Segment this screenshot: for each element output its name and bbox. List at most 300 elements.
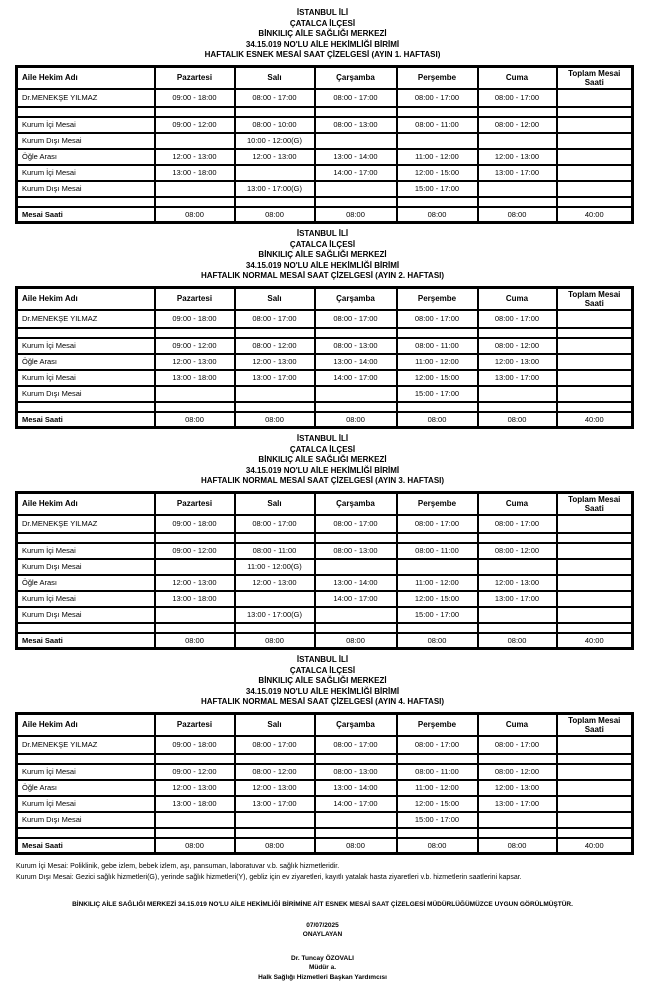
total-cell [557, 543, 633, 559]
total-cell [557, 736, 633, 754]
approval-date: 07/07/2025 [306, 921, 339, 929]
footnote-kurum-ici: Kurum İçi Mesai: Poliklinik, gebe izlem, bebek izlem, aşı, pansuman, laboratuvar v.b. sağlık hizmetleridir. [16, 862, 340, 870]
col-header-monday: Pazartesi [155, 287, 235, 310]
time-cell: 08:00 [235, 838, 315, 854]
time-cell: 08:00 - 17:00 [315, 310, 397, 328]
time-cell: 14:00 - 17:00 [315, 796, 397, 812]
schedule-row [17, 89, 633, 107]
total-cell [557, 133, 633, 149]
time-cell: 13:00 - 17:00 [478, 591, 557, 607]
row-label-cell: Kurum İçi Mesai [17, 764, 155, 780]
time-cell [478, 402, 557, 412]
time-cell: 12:00 - 13:00 [235, 780, 315, 796]
time-cell [155, 181, 235, 197]
time-cell: 12:00 - 13:00 [478, 354, 557, 370]
title-center: BİNKILIÇ AİLE SAĞLIĞI MERKEZİ [258, 455, 387, 465]
time-cell: 10:00 - 12:00(G) [235, 133, 315, 149]
row-label-cell: Kurum Dışı Mesai [17, 559, 155, 575]
time-cell: 13:00 - 14:00 [315, 354, 397, 370]
time-cell: 13:00 - 18:00 [155, 370, 235, 386]
time-cell: 12:00 - 13:00 [155, 780, 235, 796]
time-cell: 15:00 - 17:00 [397, 812, 478, 828]
time-cell [235, 386, 315, 402]
title-district: ÇATALCA İLÇESİ [289, 18, 356, 28]
title-unit: 34.15.019 NO'LU AİLE HEKİMLİĞİ BİRİMİ [245, 465, 400, 475]
total-cell: 40:00 [557, 412, 633, 428]
section-title-block [0, 655, 645, 708]
schedule-row [17, 812, 633, 828]
title-schedule: HAFTALIK NORMAL MESAİ SAAT ÇİZELGESİ (AYIN 3. HAFTASI) [200, 476, 445, 486]
time-cell [478, 559, 557, 575]
total-cell: 40:00 [557, 633, 633, 649]
row-label-cell: Kurum Dışı Mesai [17, 812, 155, 828]
time-cell [315, 328, 397, 338]
time-cell [478, 181, 557, 197]
schedule-row [17, 354, 633, 370]
time-cell [478, 812, 557, 828]
schedule-row [17, 515, 633, 533]
time-cell: 08:00 - 13:00 [315, 543, 397, 559]
time-cell [155, 754, 235, 764]
time-cell: 09:00 - 18:00 [155, 736, 235, 754]
time-cell [155, 328, 235, 338]
time-cell: 08:00 - 13:00 [315, 338, 397, 354]
total-cell [557, 796, 633, 812]
total-row [17, 838, 633, 854]
total-cell [557, 533, 633, 543]
total-cell [557, 328, 633, 338]
schedule-table-week3 [15, 491, 634, 650]
time-cell: 09:00 - 12:00 [155, 338, 235, 354]
time-cell [235, 402, 315, 412]
time-cell: 08:00 - 11:00 [235, 543, 315, 559]
time-cell: 08:00 [315, 412, 397, 428]
spacer-row [17, 828, 633, 838]
col-header-wednesday: Çarşamba [315, 287, 397, 310]
total-row [17, 412, 633, 428]
time-cell: 08:00 - 10:00 [235, 117, 315, 133]
time-cell [235, 197, 315, 207]
row-label-cell [17, 197, 155, 207]
time-cell: 13:00 - 17:00 [478, 796, 557, 812]
time-cell: 15:00 - 17:00 [397, 607, 478, 623]
col-header-wednesday: Çarşamba [315, 713, 397, 736]
col-header-friday: Cuma [478, 492, 557, 515]
time-cell [235, 533, 315, 543]
col-header-total: Toplam Mesai Saati [557, 713, 633, 736]
time-cell [155, 133, 235, 149]
time-cell: 08:00 [235, 633, 315, 649]
total-cell [557, 812, 633, 828]
row-label-cell: Öğle Arası [17, 149, 155, 165]
total-cell [557, 828, 633, 838]
schedule-row [17, 607, 633, 623]
time-cell: 08:00 - 17:00 [315, 515, 397, 533]
time-cell [315, 107, 397, 117]
row-label-cell: Kurum Dışı Mesai [17, 607, 155, 623]
row-label-cell: Kurum İçi Mesai [17, 591, 155, 607]
time-cell: 08:00 [155, 633, 235, 649]
time-cell: 08:00 [397, 412, 478, 428]
time-cell: 11:00 - 12:00 [397, 780, 478, 796]
time-cell: 08:00 [315, 633, 397, 649]
row-label-cell: Öğle Arası [17, 575, 155, 591]
time-cell: 08:00 [315, 838, 397, 854]
time-cell: 13:00 - 14:00 [315, 149, 397, 165]
spacer-row [17, 402, 633, 412]
schedule-table-body [17, 736, 633, 854]
approval-date-block [0, 921, 645, 939]
row-label-cell [17, 107, 155, 117]
title-unit: 34.15.019 NO'LU AİLE HEKİMLİĞİ BİRİMİ [245, 686, 400, 696]
time-cell: 08:00 [397, 633, 478, 649]
time-cell [397, 623, 478, 633]
row-label-cell: Kurum İçi Mesai [17, 796, 155, 812]
row-label-cell [17, 328, 155, 338]
time-cell: 11:00 - 12:00 [397, 149, 478, 165]
header-row [17, 713, 633, 736]
time-cell: 08:00 [155, 412, 235, 428]
time-cell: 08:00 [478, 838, 557, 854]
total-cell [557, 780, 633, 796]
time-cell [235, 165, 315, 181]
header-row [17, 66, 633, 89]
title-center: BİNKILIÇ AİLE SAĞLIĞI MERKEZİ [258, 250, 387, 260]
time-cell [478, 328, 557, 338]
approval-label: ONAYLAYAN [302, 930, 343, 938]
time-cell: 08:00 - 17:00 [478, 515, 557, 533]
row-label-cell [17, 402, 155, 412]
header-row [17, 287, 633, 310]
total-cell [557, 575, 633, 591]
time-cell: 08:00 - 17:00 [235, 310, 315, 328]
time-cell: 08:00 - 12:00 [478, 764, 557, 780]
time-cell: 12:00 - 13:00 [235, 354, 315, 370]
time-cell [315, 386, 397, 402]
time-cell: 08:00 - 11:00 [397, 764, 478, 780]
row-label-cell: Mesai Saati [17, 838, 155, 854]
col-header-doctor-name: Aile Hekim Adı [17, 287, 155, 310]
total-cell [557, 754, 633, 764]
time-cell [397, 328, 478, 338]
row-label-cell: Mesai Saati [17, 412, 155, 428]
schedule-row [17, 796, 633, 812]
time-cell: 12:00 - 13:00 [478, 575, 557, 591]
time-cell: 08:00 - 17:00 [397, 310, 478, 328]
section-title-block [0, 434, 645, 487]
time-cell [397, 197, 478, 207]
col-header-friday: Cuma [478, 287, 557, 310]
total-row [17, 207, 633, 223]
time-cell: 08:00 [155, 838, 235, 854]
row-label-cell: Dr.MENEKŞE YILMAZ [17, 89, 155, 107]
time-cell [155, 197, 235, 207]
time-cell: 12:00 - 13:00 [478, 780, 557, 796]
time-cell [155, 402, 235, 412]
col-header-wednesday: Çarşamba [315, 66, 397, 89]
title-schedule: HAFTALIK NORMAL MESAİ SAAT ÇİZELGESİ (AYIN 4. HAFTASI) [200, 697, 445, 707]
col-header-doctor-name: Aile Hekim Adı [17, 713, 155, 736]
time-cell: 11:00 - 12:00(G) [235, 559, 315, 575]
time-cell [315, 402, 397, 412]
time-cell: 08:00 [155, 207, 235, 223]
schedule-row [17, 591, 633, 607]
row-label-cell: Kurum Dışı Mesai [17, 181, 155, 197]
col-header-thursday: Perşembe [397, 66, 478, 89]
time-cell: 12:00 - 15:00 [397, 165, 478, 181]
time-cell: 13:00 - 14:00 [315, 780, 397, 796]
schedule-row [17, 181, 633, 197]
col-header-thursday: Perşembe [397, 492, 478, 515]
time-cell [315, 533, 397, 543]
total-cell [557, 338, 633, 354]
time-cell: 12:00 - 15:00 [397, 796, 478, 812]
time-cell: 08:00 - 17:00 [478, 89, 557, 107]
time-cell: 12:00 - 13:00 [155, 149, 235, 165]
row-label-cell: Kurum İçi Mesai [17, 370, 155, 386]
time-cell: 11:00 - 12:00 [397, 354, 478, 370]
title-center: BİNKILIÇ AİLE SAĞLIĞI MERKEZİ [258, 29, 387, 39]
time-cell: 08:00 [478, 633, 557, 649]
title-schedule: HAFTALIK ESNEK MESAİ SAAT ÇİZELGESİ (AYIN 1. HAFTASI) [204, 50, 441, 60]
total-cell [557, 764, 633, 780]
row-label-cell [17, 754, 155, 764]
time-cell: 08:00 - 17:00 [235, 515, 315, 533]
time-cell: 08:00 - 12:00 [235, 764, 315, 780]
row-label-cell: Kurum İçi Mesai [17, 543, 155, 559]
schedule-row [17, 575, 633, 591]
time-cell [155, 812, 235, 828]
row-label-cell: Öğle Arası [17, 354, 155, 370]
time-cell [315, 133, 397, 149]
total-cell [557, 117, 633, 133]
schedule-table-week2 [15, 286, 634, 429]
time-cell: 08:00 [397, 207, 478, 223]
time-cell: 12:00 - 13:00 [155, 354, 235, 370]
time-cell: 15:00 - 17:00 [397, 386, 478, 402]
schedule-row [17, 386, 633, 402]
time-cell [155, 533, 235, 543]
schedule-section-week1 [0, 8, 645, 224]
schedule-table-body [17, 89, 633, 223]
section-title-block [0, 8, 645, 61]
schedule-table-body [17, 515, 633, 649]
col-header-tuesday: Salı [235, 713, 315, 736]
time-cell: 13:00 - 17:00 [235, 796, 315, 812]
schedule-row [17, 117, 633, 133]
time-cell: 08:00 - 17:00 [478, 310, 557, 328]
approval-statement: BİNKILIÇ AİLE SAĞLIĞI MERKEZİ 34.15.019 NO'LU AİLE HEKİMLİĞİ BİRİMİNE AİT ESNEK MESAİ SAAT ÇİZELGESİ MÜDÜRLÜĞÜMÜZCE UYGUN GÖRÜLMÜŞTÜR. [72, 900, 573, 908]
spacer-row [17, 107, 633, 117]
schedule-row [17, 310, 633, 328]
schedule-row [17, 149, 633, 165]
total-cell [557, 107, 633, 117]
total-cell [557, 197, 633, 207]
col-header-total: Toplam Mesai Saati [557, 66, 633, 89]
time-cell: 08:00 - 17:00 [315, 736, 397, 754]
time-cell [397, 533, 478, 543]
time-cell: 12:00 - 13:00 [155, 575, 235, 591]
col-header-doctor-name: Aile Hekim Adı [17, 492, 155, 515]
time-cell: 13:00 - 18:00 [155, 165, 235, 181]
time-cell: 08:00 - 11:00 [397, 338, 478, 354]
spacer-row [17, 754, 633, 764]
total-cell [557, 149, 633, 165]
total-cell [557, 607, 633, 623]
title-province: İSTANBUL İLİ [296, 654, 349, 664]
total-cell [557, 370, 633, 386]
time-cell: 08:00 - 12:00 [478, 338, 557, 354]
time-cell: 08:00 - 17:00 [315, 89, 397, 107]
title-province: İSTANBUL İLİ [296, 8, 349, 17]
col-header-friday: Cuma [478, 713, 557, 736]
time-cell [478, 828, 557, 838]
time-cell [235, 328, 315, 338]
time-cell [155, 623, 235, 633]
time-cell [315, 828, 397, 838]
document-page [0, 8, 645, 989]
time-cell: 09:00 - 18:00 [155, 310, 235, 328]
time-cell: 13:00 - 18:00 [155, 796, 235, 812]
time-cell [397, 754, 478, 764]
time-cell [155, 607, 235, 623]
col-header-wednesday: Çarşamba [315, 492, 397, 515]
time-cell [478, 607, 557, 623]
time-cell: 08:00 [478, 207, 557, 223]
title-center: BİNKILIÇ AİLE SAĞLIĞI MERKEZİ [258, 676, 387, 686]
time-cell [315, 559, 397, 575]
total-cell [557, 181, 633, 197]
schedule-section-week3 [0, 434, 645, 650]
time-cell: 13:00 - 17:00 [478, 370, 557, 386]
total-cell [557, 165, 633, 181]
schedule-row [17, 764, 633, 780]
time-cell [155, 107, 235, 117]
schedule-section-week2 [0, 229, 645, 429]
time-cell [315, 812, 397, 828]
time-cell: 15:00 - 17:00 [397, 181, 478, 197]
row-label-cell: Dr.MENEKŞE YILMAZ [17, 515, 155, 533]
schedule-section-week4 [0, 655, 645, 855]
time-cell: 13:00 - 17:00(G) [235, 181, 315, 197]
spacer-row [17, 623, 633, 633]
total-cell: 40:00 [557, 838, 633, 854]
time-cell: 09:00 - 18:00 [155, 515, 235, 533]
title-district: ÇATALCA İLÇESİ [289, 444, 356, 454]
schedule-row [17, 736, 633, 754]
total-cell [557, 623, 633, 633]
row-label-cell: Kurum İçi Mesai [17, 165, 155, 181]
time-cell: 08:00 - 17:00 [235, 736, 315, 754]
total-cell [557, 386, 633, 402]
col-header-tuesday: Salı [235, 287, 315, 310]
col-header-tuesday: Salı [235, 492, 315, 515]
signatory-title: Müdür a. [308, 964, 337, 972]
spacer-row [17, 533, 633, 543]
row-label-cell: Kurum Dışı Mesai [17, 386, 155, 402]
time-cell: 08:00 [478, 412, 557, 428]
schedule-row [17, 780, 633, 796]
time-cell: 08:00 [397, 838, 478, 854]
title-unit: 34.15.019 NO'LU AİLE HEKİMLİĞİ BİRİMİ [245, 39, 400, 49]
section-title-block [0, 229, 645, 282]
time-cell [397, 402, 478, 412]
time-cell: 08:00 [235, 412, 315, 428]
time-cell: 13:00 - 17:00 [478, 165, 557, 181]
row-label-cell: Dr.MENEKŞE YILMAZ [17, 310, 155, 328]
time-cell [397, 133, 478, 149]
time-cell: 08:00 - 17:00 [397, 515, 478, 533]
row-label-cell: Dr.MENEKŞE YILMAZ [17, 736, 155, 754]
spacer-row [17, 328, 633, 338]
row-label-cell [17, 533, 155, 543]
title-unit: 34.15.019 NO'LU AİLE HEKİMLİĞİ BİRİMİ [245, 260, 400, 270]
total-cell [557, 591, 633, 607]
time-cell: 08:00 - 12:00 [478, 543, 557, 559]
time-cell: 08:00 - 17:00 [397, 89, 478, 107]
time-cell [155, 828, 235, 838]
schedule-row [17, 559, 633, 575]
time-cell [478, 533, 557, 543]
time-cell [315, 754, 397, 764]
col-header-monday: Pazartesi [155, 66, 235, 89]
time-cell: 12:00 - 15:00 [397, 370, 478, 386]
time-cell: 12:00 - 13:00 [478, 149, 557, 165]
schedule-row [17, 543, 633, 559]
total-cell: 40:00 [557, 207, 633, 223]
spacer-row [17, 197, 633, 207]
time-cell: 12:00 - 13:00 [235, 149, 315, 165]
header-row [17, 492, 633, 515]
schedule-table-week1 [15, 65, 634, 224]
col-header-monday: Pazartesi [155, 492, 235, 515]
time-cell: 13:00 - 17:00 [235, 370, 315, 386]
time-cell: 08:00 - 12:00 [478, 117, 557, 133]
schedule-table-week4 [15, 712, 634, 855]
footnote-kurum-disi: Kurum Dışı Mesai: Gezici sağlık hizmetleri(G), yerinde sağlık hizmetleri(Y), gebliz için ev ziyaretleri, kayıtlı yatalak hasta ziyaretleri v.b. hizmetlerin saatlerini kapsar. [16, 873, 522, 881]
footnote-block [16, 861, 645, 883]
time-cell [235, 754, 315, 764]
row-label-cell: Kurum Dışı Mesai [17, 133, 155, 149]
row-label-cell: Kurum İçi Mesai [17, 338, 155, 354]
time-cell [315, 607, 397, 623]
total-cell [557, 89, 633, 107]
total-cell [557, 559, 633, 575]
time-cell: 08:00 - 13:00 [315, 117, 397, 133]
time-cell: 12:00 - 13:00 [235, 575, 315, 591]
total-cell [557, 402, 633, 412]
total-row [17, 633, 633, 649]
time-cell: 08:00 - 11:00 [397, 543, 478, 559]
time-cell [478, 197, 557, 207]
schedule-row [17, 338, 633, 354]
total-cell [557, 515, 633, 533]
time-cell: 13:00 - 18:00 [155, 591, 235, 607]
time-cell [478, 133, 557, 149]
row-label-cell: Mesai Saati [17, 633, 155, 649]
schedule-row [17, 165, 633, 181]
time-cell [235, 623, 315, 633]
time-cell [478, 754, 557, 764]
time-cell [478, 107, 557, 117]
time-cell: 09:00 - 12:00 [155, 764, 235, 780]
total-cell [557, 354, 633, 370]
col-header-doctor-name: Aile Hekim Adı [17, 66, 155, 89]
time-cell: 13:00 - 14:00 [315, 575, 397, 591]
col-header-total: Toplam Mesai Saati [557, 287, 633, 310]
time-cell [478, 386, 557, 402]
title-province: İSTANBUL İLİ [296, 433, 349, 443]
